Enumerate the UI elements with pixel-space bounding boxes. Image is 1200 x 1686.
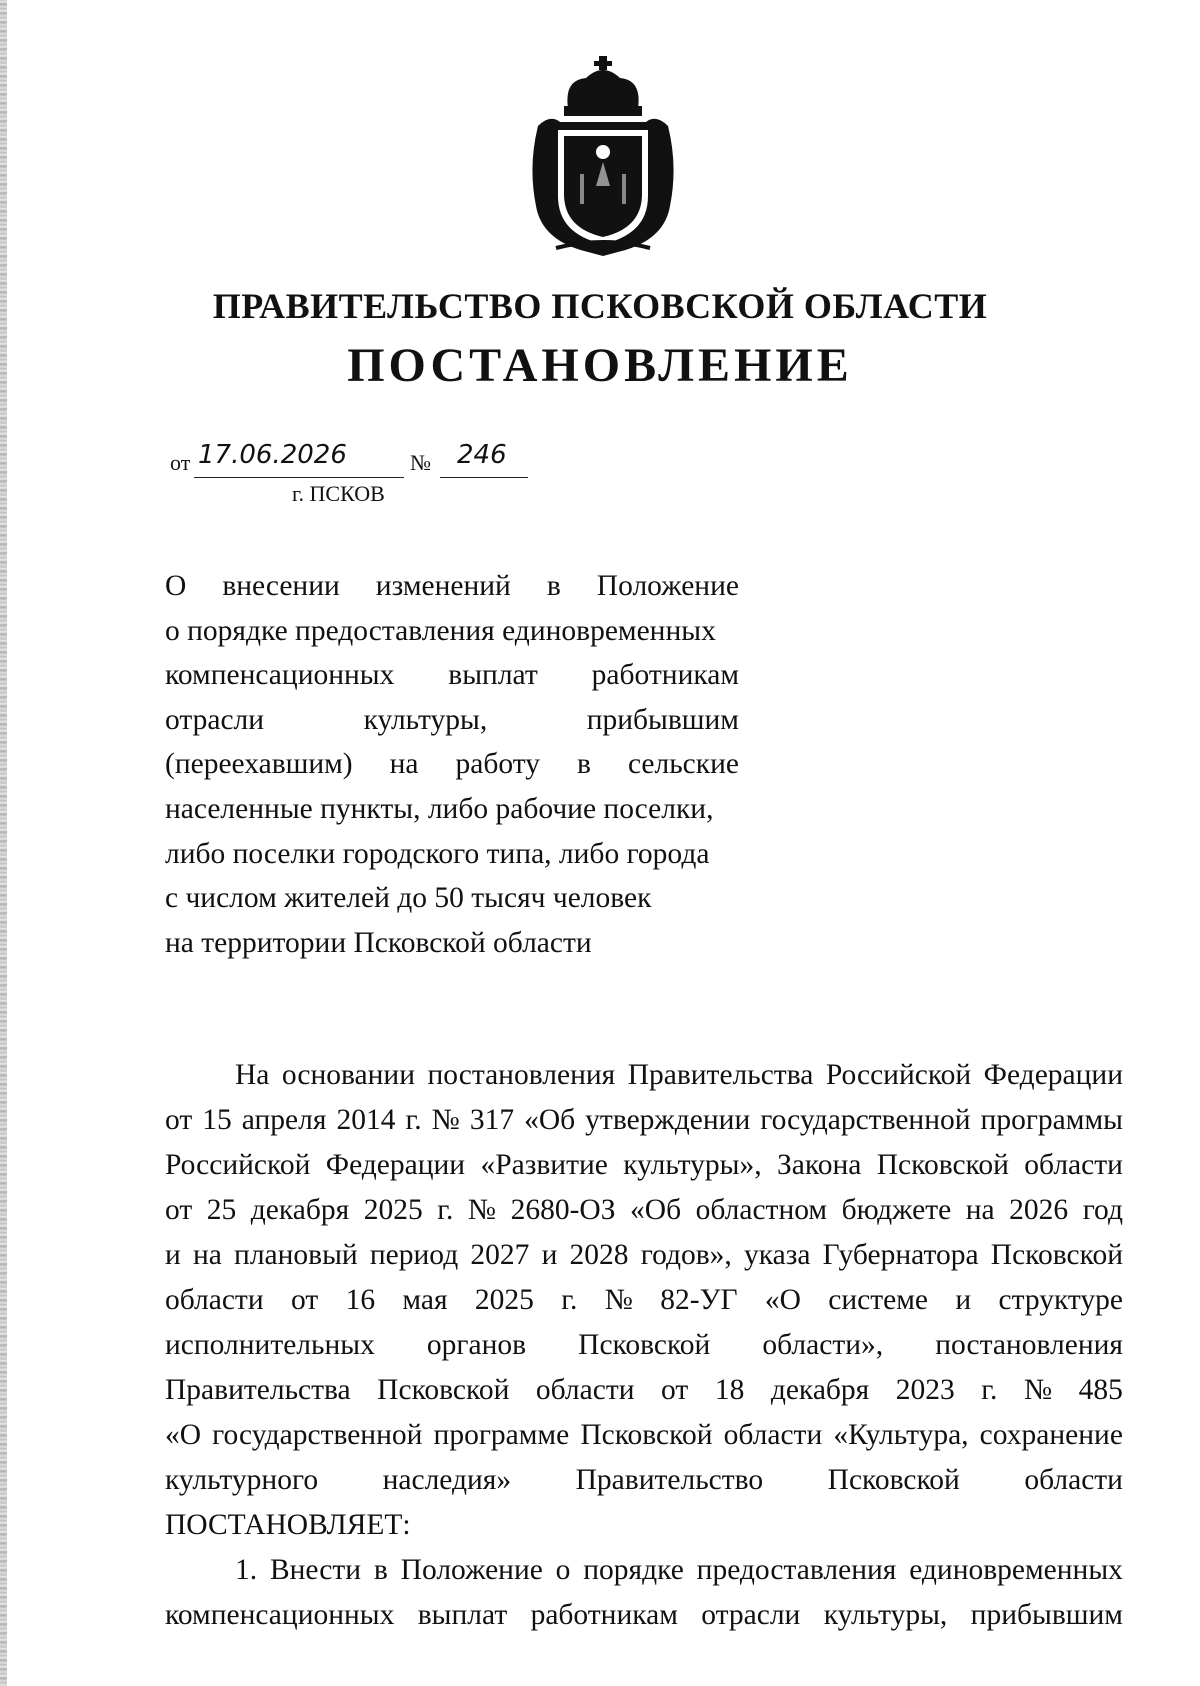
subject-word: Положение [596,570,739,602]
body-line: 1. Внести в Положение о порядке предоставления единовременных [235,1554,1123,1586]
subject-word: сельские [627,748,739,781]
subject-word: прибывшим [586,703,739,736]
subject-line: либо поселки городского типа, либо города [165,837,710,870]
body-line: «О государственной программе Псковской области «Культура, сохранение [165,1419,1123,1451]
body-line: исполнительных органов Псковской области», постановления [165,1329,1123,1361]
body-line: культурного наследия» Правительство Псковской области [165,1464,1123,1496]
number-prefix: № [410,450,431,475]
coat-of-arms-emblem [528,56,678,256]
subject-word: на [389,748,419,781]
number-underline [440,477,528,478]
city-label: г. ПСКОВ [292,481,385,506]
subject-word: в [546,570,561,602]
number-value: 246 [457,440,507,470]
subject-line [165,742,739,787]
body-line: На основании постановления Правительства Российской Федерации [235,1059,1123,1091]
document-body [165,1053,1123,1638]
subject-line: с числом жителей до 50 тысяч человек [165,882,652,915]
body-line: Российской Федерации «Развитие культуры», Закона Псковской области [165,1149,1123,1181]
resolves-keyword: ПОСТАНОВЛЯЕТ: [165,1509,411,1541]
document-type-title: ПОСТАНОВЛЕНИЕ [347,339,853,392]
subject-word: выплат [448,659,538,692]
subject-word: в [577,748,591,781]
date-underline [194,477,404,478]
date-prefix: от [170,450,191,475]
subject-line [165,653,739,698]
document-subject [165,564,739,965]
subject-line: на территории Псковской области [165,926,592,959]
subject-word: изменений [375,570,511,602]
subject-line: населенные пункты, либо рабочие поселки, [165,792,714,825]
body-line: и на плановый период 2027 и 2028 годов», указа Губернатора Псковской [165,1239,1123,1271]
date-value: 17.06.2026 [198,440,347,470]
subject-word: работникам [591,659,739,692]
body-line: области от 16 мая 2025 г. № 82-УГ «О системе и структуре [165,1284,1123,1316]
subject-word: О [165,570,187,602]
scan-edge [0,0,7,1686]
body-line: от 15 апреля 2014 г. № 317 «Об утверждении государственной программы [165,1104,1123,1136]
subject-word: (переехавшим) [165,748,353,781]
body-line: компенсационных выплат работникам отрасли культуры, прибывшим [165,1599,1123,1631]
subject-word: работу [455,748,540,781]
government-name: ПРАВИТЕЛЬСТВО ПСКОВСКОЙ ОБЛАСТИ [212,286,988,326]
subject-word: культуры, [363,703,488,736]
subject-line: о порядке предоставления единовременных [165,614,716,647]
subject-line [165,698,739,743]
subject-word: внесении [222,570,340,602]
body-line: от 25 декабря 2025 г. № 2680-ОЗ «Об областном бюджете на 2026 год [165,1194,1123,1226]
subject-word: отрасли [165,703,265,736]
subject-word: компенсационных [165,659,395,692]
body-line: Правительства Псковской области от 18 декабря 2023 г. № 485 [165,1374,1123,1406]
subject-line [165,564,739,609]
